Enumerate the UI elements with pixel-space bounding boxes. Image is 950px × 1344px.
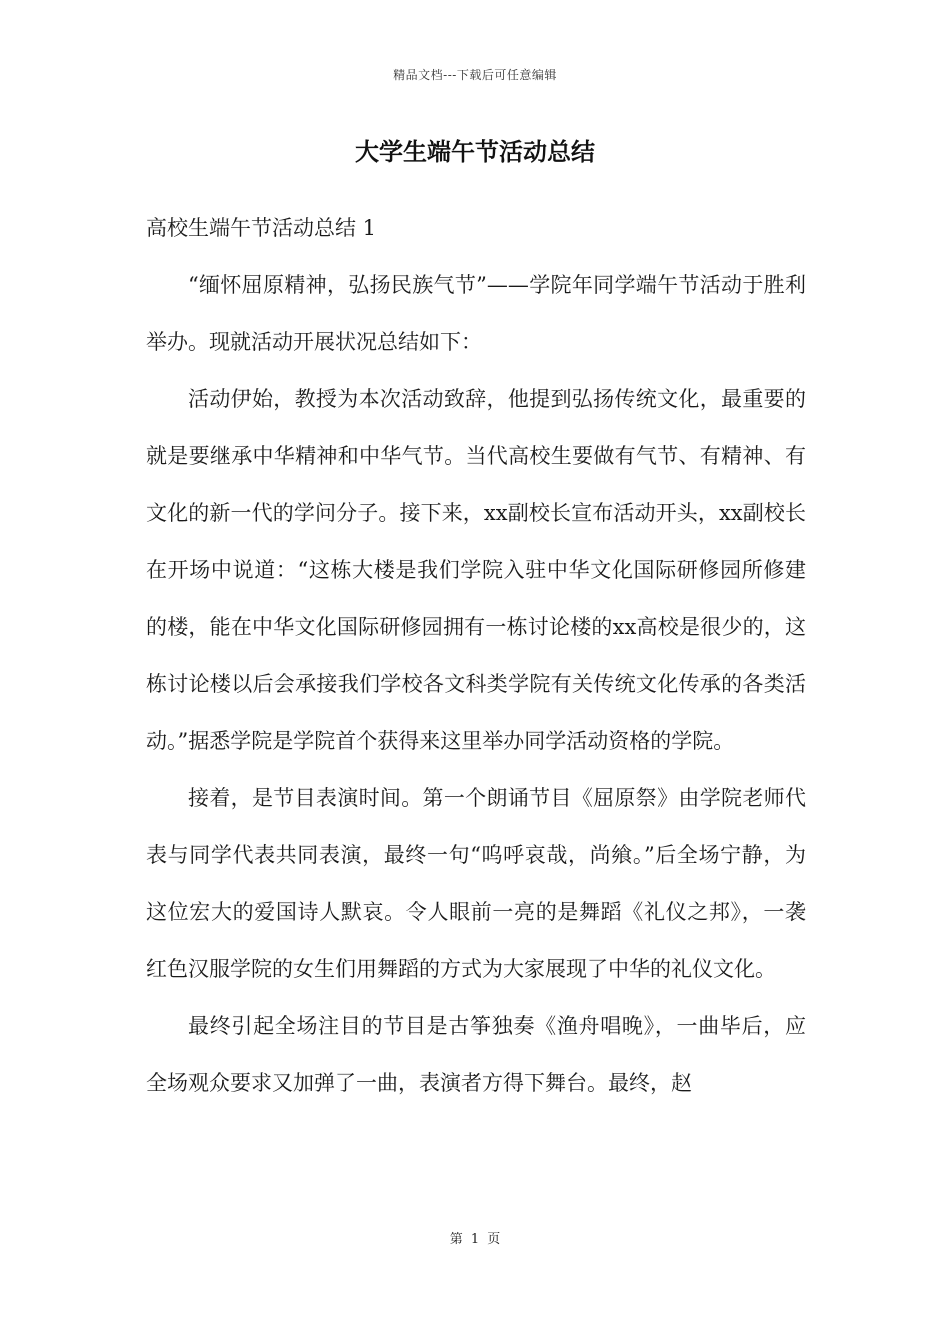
paragraph: 最终引起全场注目的节目是古筝独奏《渔舟唱晚》，一曲毕后，应全场观众要求又加弹了一曲，表演者方得下舞台。最终，赵: [146, 1014, 806, 1095]
paragraph: “缅怀屈原精神，弘扬民族气节”——学院年同学端午节活动于胜利举办。现就活动开展状况总结如下：: [146, 273, 806, 354]
section-heading: 高校生端午节活动总结 1: [146, 216, 377, 240]
document-body: [146, 200, 806, 1112]
page-number: 第 1 页: [449, 1232, 501, 1247]
paragraph: 接着，是节目表演时间。第一个朗诵节目《屈原祭》由学院老师代表与同学代表共同表演，最终一句“呜呼哀哉，尚飨。”后全场宁静，为这位宏大的爱国诗人默哀。令人眼前一亮的是舞蹈《礼仪之邦》，一袭红色汉服学院的女生们用舞蹈的方式为大家展现了中华的礼仪文化。: [146, 786, 806, 981]
page-header: 精品文档---下载后可任意编辑: [393, 68, 557, 82]
paragraph: 活动伊始，教授为本次活动致辞，他提到弘扬传统文化，最重要的就是要继承中华精神和中华气节。当代高校生要做有气节、有精神、有文化的新一代的学问分子。接下来，xx副校长宣布活动开头，xx副校长在开场中说道：“这栋大楼是我们学院入驻中华文化国际研修园所修建的楼，能在中华文化国际研修园拥有一栋讨论楼的xx高校是很少的，这栋讨论楼以后会承接我们学校各文科类学院有关传统文化传承的各类活动。”据悉学院是学院首个获得来这里举办同学活动资格的学院。: [146, 387, 806, 753]
document-title: 大学生端午节活动总结: [355, 137, 595, 166]
